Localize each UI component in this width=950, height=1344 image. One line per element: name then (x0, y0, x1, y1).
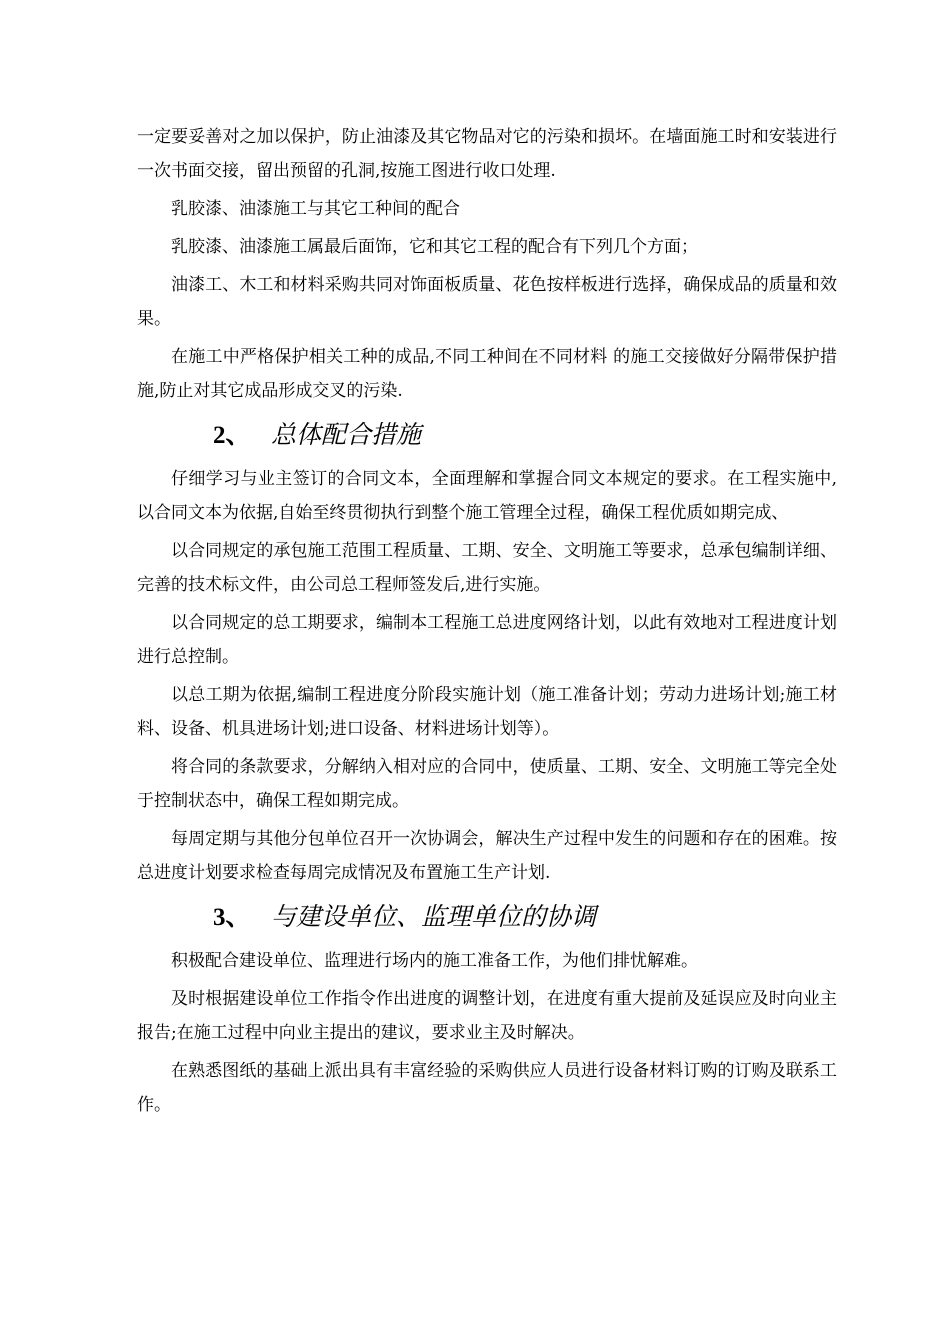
section-number: 3、 (213, 904, 251, 931)
section-title: 与建设单位、监理单位的协调 (271, 902, 597, 931)
paragraph: 每周定期与其他分包单位召开一次协调会，解决生产过程中发生的问题和存在的困难。按总进度计划要求检查每周完成情况及布置施工生产计划. (137, 829, 837, 883)
section-title: 总体配合措施 (271, 420, 422, 449)
document-body (137, 120, 837, 1126)
paragraph: 一定要妥善对之加以保护，防止油漆及其它物品对它的污染和损坏。在墙面施工时和安装进行一次书面交接，留出预留的孔洞,按施工图进行收口处理. (137, 127, 837, 181)
paragraph: 以合同规定的总工期要求，编制本工程施工总进度网络计划，以此有效地对工程进度计划进行总控制。 (137, 613, 837, 667)
section-number: 2、 (213, 422, 251, 449)
paragraph: 油漆工、木工和材料采购共同对饰面板质量、花色按样板进行选择，确保成品的质量和效果。 (137, 275, 837, 329)
paragraph: 仔细学习与业主签订的合同文本，全面理解和掌握合同文本规定的要求。在工程实施中,以合同文本为依据,自始至终贯彻执行到整个施工管理全过程，确保工程优质如期完成、 (137, 469, 837, 523)
paragraph: 以合同规定的承包施工范围工程质量、工期、安全、文明施工等要求，总承包编制详细、完善的技术标文件，由公司总工程师签发后,进行实施。 (137, 541, 837, 595)
paragraph: 及时根据建设单位工作指令作出进度的调整计划，在进度有重大提前及延误应及时向业主报告;在施工过程中向业主提出的建议，要求业主及时解决。 (137, 989, 837, 1043)
paragraph: 在熟悉图纸的基础上派出具有丰富经验的采购供应人员进行设备材料订购的订购及联系工作。 (137, 1061, 837, 1115)
section-heading-2 (137, 412, 837, 458)
paragraph: 乳胶漆、油漆施工与其它工种间的配合 (171, 199, 460, 219)
paragraph: 乳胶漆、油漆施工属最后面饰，它和其它工程的配合有下列几个方面； (171, 237, 698, 257)
paragraph: 将合同的条款要求，分解纳入相对应的合同中，使质量、工期、安全、文明施工等完全处于控制状态中，确保工程如期完成。 (137, 757, 837, 811)
paragraph: 在施工中严格保护相关工种的成品,不同工种间在不同材料 的施工交接做好分隔带保护措施,防止对其它成品形成交叉的污染. (137, 347, 837, 401)
paragraph: 积极配合建设单位、监理进行场内的施工准备工作，为他们排忧解难。 (171, 951, 698, 971)
paragraph: 以总工期为依据,编制工程进度分阶段实施计划（施工准备计划；劳动力进场计划;施工材料、设备、机具进场计划;进口设备、材料进场计划等）。 (137, 685, 837, 739)
section-heading-3 (137, 894, 837, 940)
